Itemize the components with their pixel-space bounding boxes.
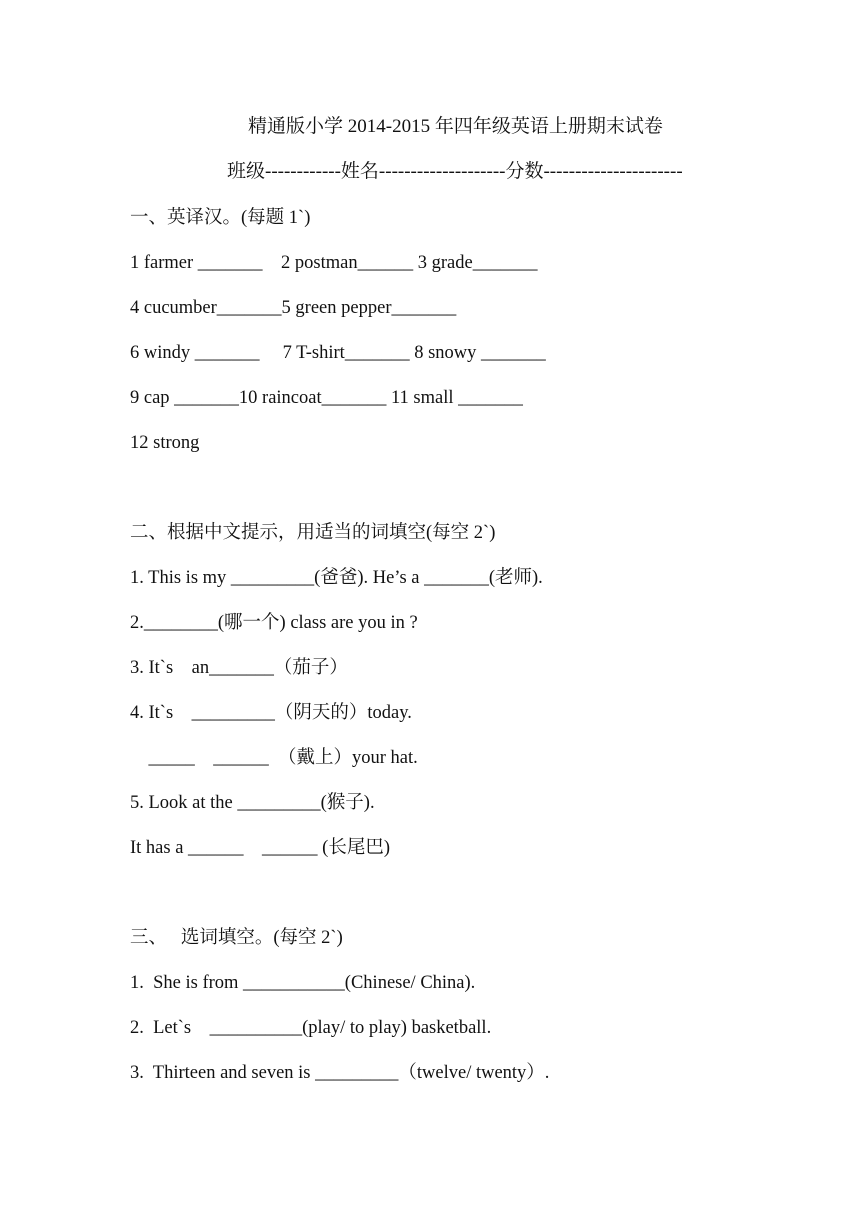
section2-heading: 二、根据中文提示，用适当的词填空(每空 2`) xyxy=(130,523,496,543)
section2-line-1: 1. This is my _________(爸爸). He’s a _______(老师). xyxy=(130,568,543,588)
section2-line-2: 2.________(哪一个) class are you in ? xyxy=(130,613,418,633)
section1-line-3: 6 windy _______ 7 T-shirt_______ 8 snowy _______ xyxy=(130,343,546,363)
section1-line-1: 1 farmer _______ 2 postman______ 3 grade_______ xyxy=(130,253,538,273)
section3-line-2: 2. Let`s __________(play/ to play) basketball. xyxy=(130,1018,492,1038)
section1-heading: 一、英译汉。(每题 1`) xyxy=(130,208,311,228)
section2-line-6: 5. Look at the _________(猴子). xyxy=(130,793,375,813)
section2-line-7: It has a ______ ______ (长尾巴) xyxy=(130,838,390,858)
section3-heading: 三、 选词填空。(每空 2`) xyxy=(130,928,343,948)
section2-line-3: 3. It`s an_______（茄子） xyxy=(130,658,348,678)
section1-line-2: 4 cucumber_______5 green pepper_______ xyxy=(130,298,457,318)
section1-line-4: 9 cap _______10 raincoat_______ 11 small _______ xyxy=(130,388,523,408)
exam-title: 精通版小学 2014-2015 年四年级英语上册期末试卷 xyxy=(248,116,663,137)
section3-line-1: 1. She is from ___________(Chinese/ China). xyxy=(130,973,476,993)
section2-line-5: _____ ______ （戴上）your hat. xyxy=(130,748,418,768)
section3-line-3: 3. Thirteen and seven is _________（twelve/ twenty）. xyxy=(130,1063,550,1083)
section2-line-4: 4. It`s _________（阴天的）today. xyxy=(130,703,412,723)
section1-line-5: 12 strong xyxy=(130,433,200,453)
student-info-fields: 班级------------姓名--------------------分数---------------------- xyxy=(227,161,683,182)
